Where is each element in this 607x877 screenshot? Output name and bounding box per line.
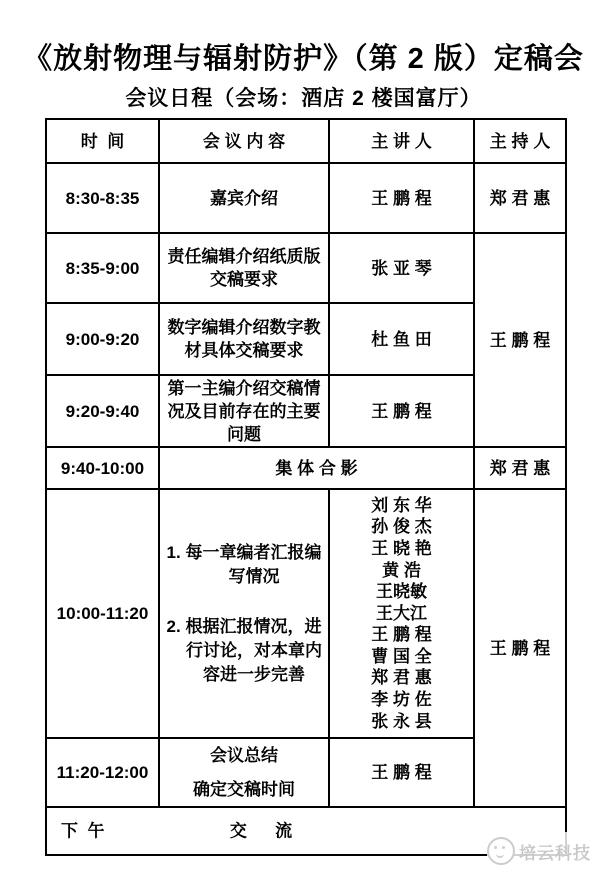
time-cell: 9:20-9:40 <box>46 375 159 447</box>
time-cell: 11:20-12:00 <box>46 738 159 807</box>
summary-line-1: 会议总结 <box>210 745 278 765</box>
speaker-cell: 杜 鱼 田 <box>329 303 474 375</box>
col-header-time: 时 间 <box>46 119 159 163</box>
speaker-name: 刘 东 华 <box>371 495 432 515</box>
speaker-name: 黄 浩 <box>382 560 421 580</box>
speaker-name: 曹 国 全 <box>371 646 432 666</box>
table-row <box>46 489 566 738</box>
content-cell: 数字编辑介绍数字教材具体交稿要求 <box>159 303 329 375</box>
speaker-name: 王 晓 艳 <box>371 538 432 558</box>
col-header-content: 会 议 内 容 <box>159 119 329 163</box>
agenda-content-cell <box>159 489 329 738</box>
header-row <box>46 119 566 163</box>
page-subtitle: 会议日程（会场：酒店 2 楼国富厅） <box>125 87 482 110</box>
speaker-cell: 王 鹏 程 <box>329 738 474 807</box>
agenda-item-2: 2. 根据汇报情况，进行讨论，对本章内容进一步完善 <box>166 616 322 684</box>
time-cell: 8:35-9:00 <box>46 233 159 303</box>
content-cell: 嘉宾介绍 <box>159 163 329 233</box>
table-row <box>46 163 566 233</box>
exchange-label: 交 流 <box>229 821 293 841</box>
speaker-cell: 王 鹏 程 <box>329 375 474 447</box>
group-photo-cell: 集 体 合 影 <box>159 447 474 489</box>
speaker-name: 李 坊 佐 <box>371 690 432 710</box>
afternoon-label: 下 午 <box>61 821 105 841</box>
table-row <box>46 447 566 489</box>
col-header-host: 主 持 人 <box>474 119 566 163</box>
watermark <box>487 832 607 870</box>
schedule-table <box>45 118 567 856</box>
speaker-cell: 王 鹏 程 <box>329 163 474 233</box>
host-cell-merged-late-morning: 王 鹏 程 <box>474 489 566 807</box>
watermark-logo-icon <box>487 837 515 865</box>
time-cell: 8:30-8:35 <box>46 163 159 233</box>
speaker-name: 王 鹏 程 <box>371 625 432 645</box>
table-row <box>46 233 566 303</box>
time-cell: 10:00-11:20 <box>46 489 159 738</box>
speaker-list-cell <box>329 489 474 738</box>
speaker-cell: 张 亚 琴 <box>329 233 474 303</box>
col-header-speaker: 主 讲 人 <box>329 119 474 163</box>
time-cell: 9:00-9:20 <box>46 303 159 375</box>
speaker-name: 郑 君 惠 <box>371 668 432 688</box>
time-cell: 9:40-10:00 <box>46 447 159 489</box>
host-cell: 郑 君 惠 <box>474 447 566 489</box>
host-cell-merged-morning: 王 鹏 程 <box>474 233 566 447</box>
content-cell: 第一主编介绍交稿情况及目前存在的主要问题 <box>159 375 329 447</box>
content-cell: 责任编辑介绍纸质版交稿要求 <box>159 233 329 303</box>
speaker-name: 王大江 <box>376 603 427 623</box>
watermark-text: 培云科技 <box>519 843 591 863</box>
speaker-name: 王晓敏 <box>376 582 427 602</box>
summary-line-2: 确定交稿时间 <box>193 779 295 799</box>
speaker-name: 孙 俊 杰 <box>371 517 432 537</box>
agenda-item-1: 1. 每一章编者汇报编写情况 <box>166 542 322 586</box>
summary-content-cell <box>159 738 329 807</box>
host-cell: 郑 君 惠 <box>474 163 566 233</box>
speaker-name: 张 永 县 <box>371 711 432 731</box>
page-title: 《放射物理与辐射防护》（第 2 版）定稿会 <box>23 43 584 75</box>
